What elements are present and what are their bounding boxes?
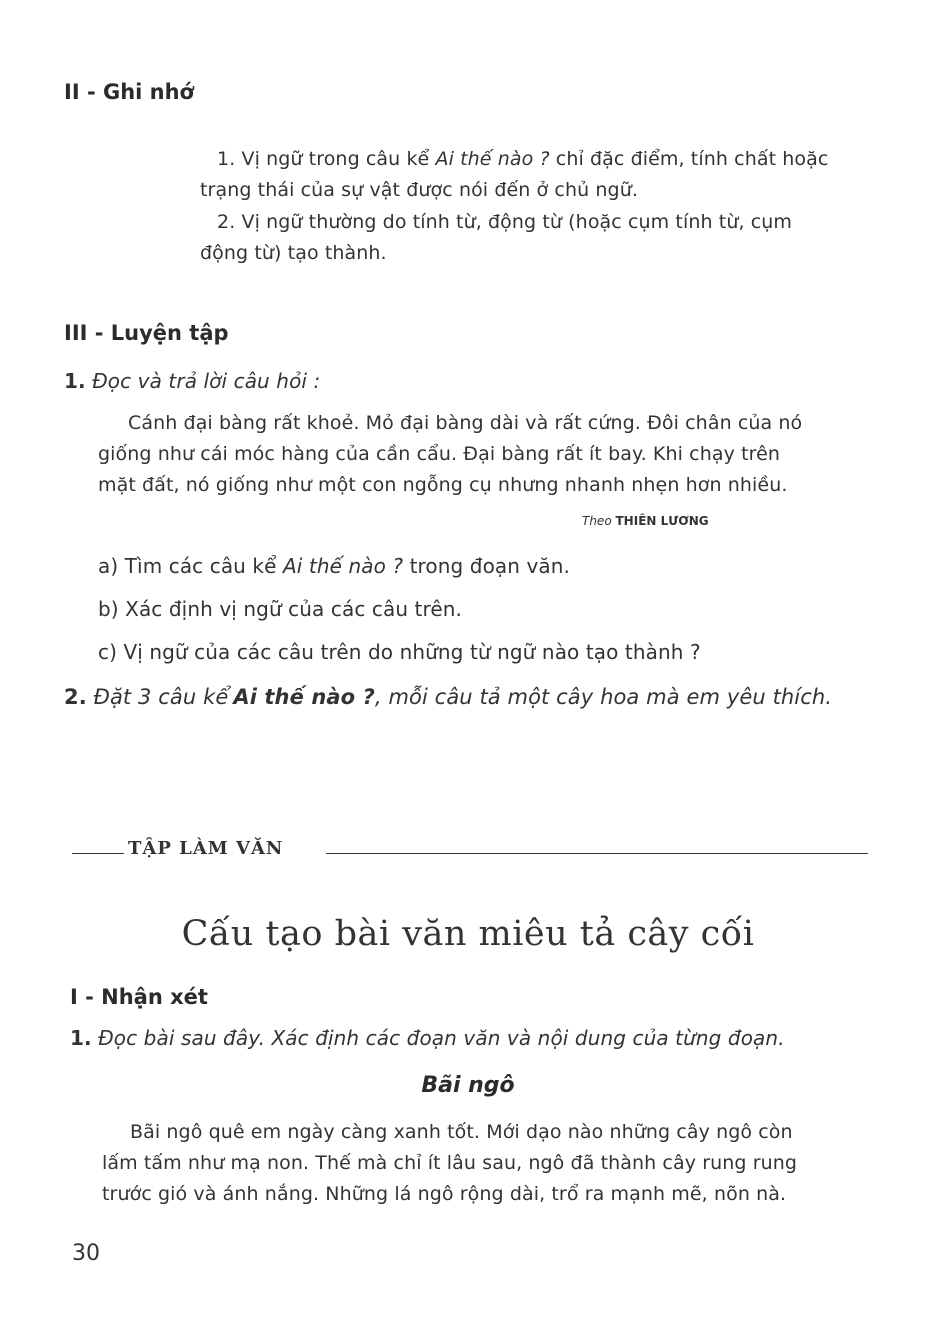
exercise-1-instruction-text: Đọc và trả lời câu hỏi : [92,369,321,393]
passage-line-2: giống như cái móc hàng của cần cẩu. Đại bàng rất ít bay. Khi chạy trên [98,443,781,465]
question-b: b) Xác định vị ngữ của các câu trên. [98,597,463,621]
nhan-xet-exercise-1-number: 1. [70,1026,92,1050]
exercise-2-pre: Đặt 3 câu kể [93,685,229,709]
ghi-nho-item-1-text-2: chỉ đặc điểm, tính chất hoặc [555,148,829,170]
page-number: 30 [72,1241,100,1266]
passage-line-3: mặt đất, nó giống như một con ngỗng cụ nhưng nhanh nhẹn hơn nhiều. [98,474,788,496]
ghi-nho-item-1-italic: Ai thế nào ? [435,148,550,170]
ghi-nho-item-2 [200,207,860,269]
ghi-nho-item-2-line-2: động từ) tạo thành. [200,242,387,264]
lesson-title: Cấu tạo bài văn miêu tả cây cối [181,914,755,954]
question-a [98,551,570,582]
source-prefix: Theo [582,514,612,528]
story-line-1: Bãi ngô quê em ngày càng xanh tốt. Mới dạo nào những cây ngô còn [130,1121,793,1143]
nhan-xet-exercise-1 [70,1023,785,1054]
exercise-1-instruction [64,366,320,397]
exercise-2-post: , mỗi câu tả một cây hoa mà em yêu thích. [374,685,833,709]
section-rule-right [326,853,868,854]
question-a-italic: Ai thế nào ? [282,554,404,578]
ghi-nho-item-2-line-1: 2. Vị ngữ thường do tính từ, động từ (hoặc cụm tính từ, cụm [217,211,793,233]
question-c: c) Vị ngữ của các câu trên do những từ ngữ nào tạo thành ? [98,640,701,664]
nhan-xet-exercise-1-text: Đọc bài sau đây. Xác định các đoạn văn và nội dung của từng đoạn. [98,1026,785,1050]
exercise-2-bold: Ai thế nào ? [233,685,375,709]
story-line-2: lấm tấm như mạ non. Thế mà chỉ ít lâu sau, ngô đã thành cây rung rung [102,1152,798,1174]
luyen-tap-heading: III - Luyện tập [64,321,229,345]
exercise-1-number: 1. [64,369,86,393]
passage-source [582,514,709,528]
story-passage [102,1117,872,1210]
story-line-3: trước gió và ánh nắng. Những lá ngô rộng dài, trổ ra mạnh mẽ, nõn nà. [102,1183,787,1205]
exercise-2-number: 2. [64,685,87,709]
passage-line-1: Cánh đại bàng rất khoẻ. Mỏ đại bàng dài và rất cứng. Đôi chân của nó [128,412,803,434]
section-rule-left [72,853,124,854]
ghi-nho-item-1-text: 1. Vị ngữ trong câu kể [217,148,430,170]
exercise-2 [64,682,832,713]
source-author: THIÊN LƯƠNG [615,514,709,528]
ghi-nho-heading: II - Ghi nhớ [64,80,194,104]
story-title: Bãi ngô [421,1073,515,1098]
passage-dai-bang [98,408,868,501]
ghi-nho-item-1 [200,144,860,206]
question-a-pre: a) Tìm các câu kể [98,554,277,578]
section-label-tap-lam-van: TẬP LÀM VĂN [128,838,284,859]
question-a-post: trong đoạn văn. [409,554,571,578]
ghi-nho-item-1-line-2: trạng thái của sự vật được nói đến ở chủ ngữ. [200,179,638,201]
nhan-xet-heading: I - Nhận xét [70,985,208,1009]
